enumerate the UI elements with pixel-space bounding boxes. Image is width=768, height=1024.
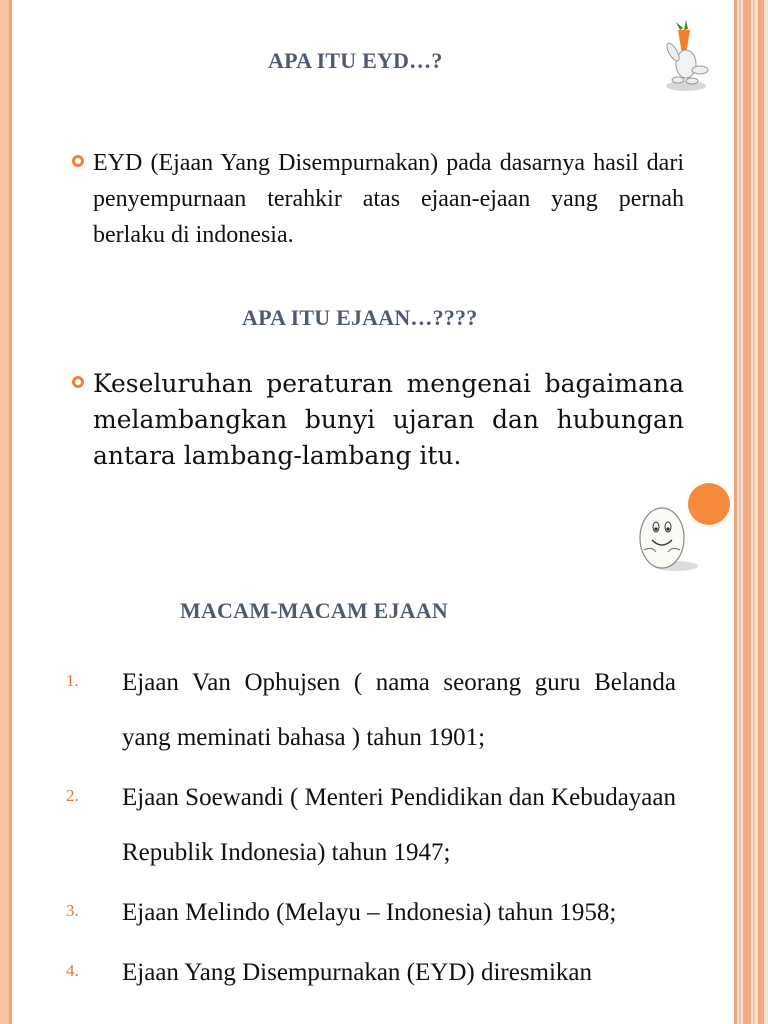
list-text: Ejaan Soewandi ( Menteri Pendidikan dan Kebudayaan Republik Indonesia) tahun 1947; (122, 784, 676, 866)
list-item (60, 770, 676, 880)
list-number: 2. (66, 786, 79, 805)
list-number: 1. (66, 671, 79, 690)
list-text: Ejaan Van Ophujsen ( nama seorang guru Belanda yang meminati bahasa ) tahun 1901; (122, 669, 676, 751)
section-title-eyd: APA ITU EYD…? (268, 48, 443, 73)
list-text: Ejaan Yang Disempurnakan (EYD) diresmikan (122, 959, 593, 986)
list-text: Ejaan Melindo (Melayu – Indonesia) tahun 1958; (122, 899, 617, 926)
left-border-decoration (0, 0, 12, 1024)
bullet-circle-icon (72, 376, 84, 388)
list-item (60, 655, 676, 765)
bunny-carrot-icon (656, 20, 714, 92)
ejaan-list (60, 655, 676, 1005)
right-stripes-decoration (734, 0, 768, 1024)
egg-character-icon (632, 500, 700, 574)
list-number: 3. (66, 901, 79, 920)
bullet-eyd-definition (72, 145, 684, 253)
bullet-ejaan-definition (72, 366, 684, 474)
bullet-circle-icon (72, 155, 84, 167)
section-title-ejaan: APA ITU EJAAN…???? (242, 305, 478, 330)
bullet-text: Keseluruhan peraturan mengenai bagaimana melambangkan bunyi ujaran dan hubungan antara lambang-lambang itu. (93, 369, 684, 470)
section-title-macam-ejaan: MACAM-MACAM EJAAN (180, 598, 448, 623)
list-item (60, 945, 676, 1000)
list-item (60, 885, 676, 940)
list-number: 4. (66, 961, 79, 980)
bullet-text: EYD (Ejaan Yang Disempurnakan) pada dasarnya hasil dari penyempurnaan terahkir atas ejaan-ejaan yang pernah berlaku di indonesia. (93, 150, 684, 248)
